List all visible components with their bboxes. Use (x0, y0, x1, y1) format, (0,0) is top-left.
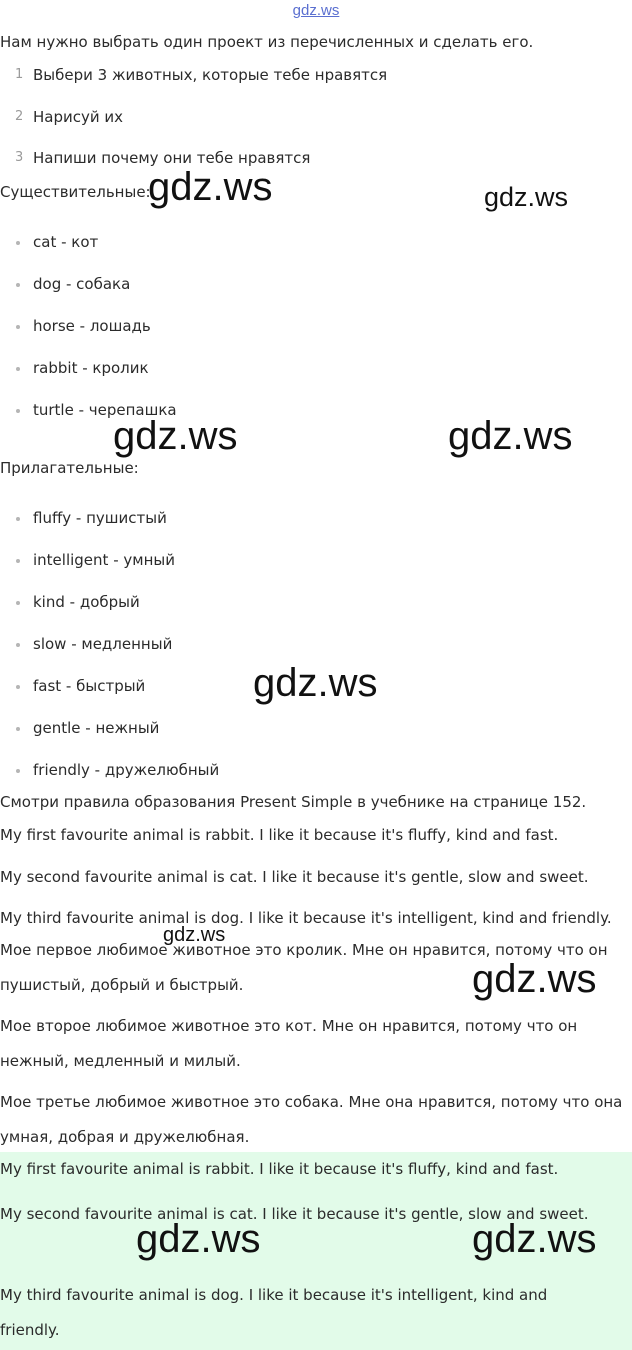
watermark-text: gdz.ws (136, 1217, 261, 1261)
watermark-text: gdz.ws (472, 957, 597, 1001)
adjectives-heading: Прилагательные: (0, 459, 139, 477)
intro-text: Нам нужно выбрать один проект из перечисленных и сделать его. (0, 33, 534, 51)
list-item: horse - лошадь (33, 317, 151, 335)
rule-note: Смотри правила образования Present Simple в учебнике на странице 152. (0, 793, 587, 811)
list-item: rabbit - кролик (33, 359, 149, 377)
bullet-icon (16, 769, 20, 773)
watermark-text: gdz.ws (448, 414, 573, 458)
list-item: slow - медленный (33, 635, 173, 653)
english-sentence: My second favourite animal is cat. I like it because it's gentle, slow and sweet. (0, 868, 589, 886)
english-sentence: My first favourite animal is rabbit. I like it because it's fluffy, kind and fast. (0, 826, 559, 844)
bullet-icon (16, 559, 20, 563)
step-number: 1 (15, 67, 24, 82)
list-item: turtle - черепашка (33, 401, 177, 419)
russian-sentence: Мое второе любимое животное это кот. Мне он нравится, потому что он нежный, медленный и милый. (0, 1017, 578, 1070)
bullet-icon (16, 643, 20, 647)
step-text: Нарисуй их (33, 108, 124, 126)
nouns-heading: Существительные: (0, 183, 151, 201)
highlighted-sentence: My second favourite animal is cat. I like it because it's gentle, slow and sweet. (0, 1205, 589, 1223)
bullet-icon (16, 685, 20, 689)
bullet-icon (16, 325, 20, 329)
watermark-text: gdz.ws (253, 661, 378, 705)
bullet-icon (16, 601, 20, 605)
russian-sentence: Мое третье любимое животное это собака. Мне она нравится, потому что она умная, добрая и дружелюбная. (0, 1093, 623, 1146)
watermark-text: gdz.ws (148, 165, 273, 209)
list-item: friendly - дружелюбный (33, 761, 220, 779)
bullet-icon (16, 517, 20, 521)
highlighted-sentence: My third favourite animal is dog. I like it because it's intelligent, kind and friendly. (0, 1286, 548, 1339)
watermark-text: gdz.ws (113, 414, 238, 458)
step-text: Выбери 3 животных, которые тебе нравятся (33, 66, 388, 84)
step-text: Напиши почему они тебе нравятся (33, 149, 311, 167)
watermark-text: gdz.ws (484, 182, 569, 212)
russian-sentence: Мое первое любимое животное это кролик. Мне он нравится, потому что он пушистый, добрый и быстрый. (0, 941, 608, 994)
bullet-icon (16, 409, 20, 413)
list-item: cat - кот (33, 233, 99, 251)
bullet-icon (16, 241, 20, 245)
highlighted-sentence: My first favourite animal is rabbit. I like it because it's fluffy, kind and fast. (0, 1160, 559, 1178)
step-number: 2 (15, 109, 24, 124)
list-item: gentle - нежный (33, 719, 160, 737)
english-sentence: My third favourite animal is dog. I like it because it's intelligent, kind and friendly. (0, 909, 612, 927)
top-watermark-link[interactable]: gdz.ws (292, 2, 340, 19)
bullet-icon (16, 367, 20, 371)
list-item: fast - быстрый (33, 677, 146, 695)
watermark-text: gdz.ws (472, 1217, 597, 1261)
list-item: fluffy - пушистый (33, 509, 167, 527)
list-item: kind - добрый (33, 593, 140, 611)
watermark-text: gdz.ws (163, 924, 226, 946)
bullet-icon (16, 283, 20, 287)
list-item: intelligent - умный (33, 551, 175, 569)
step-number: 3 (15, 150, 24, 165)
bullet-icon (16, 727, 20, 731)
list-item: dog - собака (33, 275, 131, 293)
